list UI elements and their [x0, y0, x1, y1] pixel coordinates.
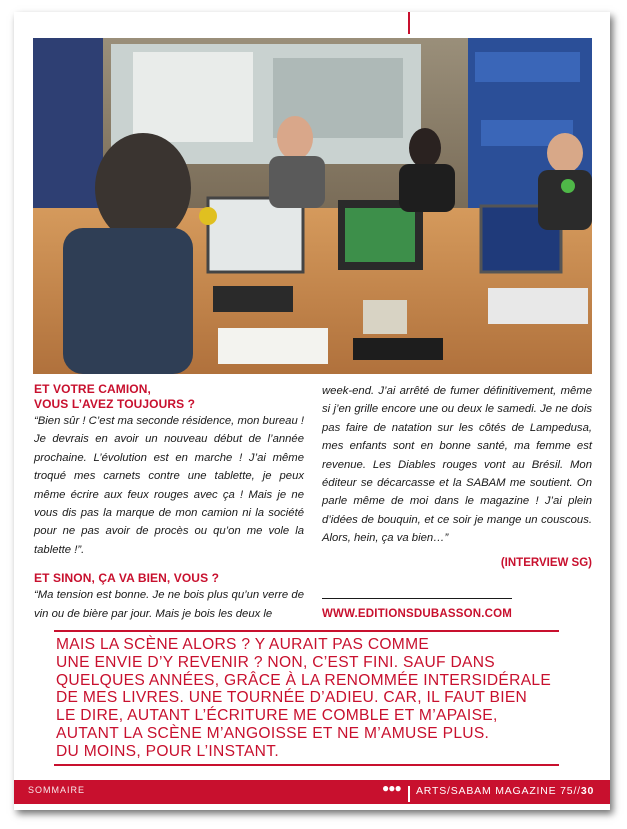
pull-quote-line: QUELQUES ANNÉES, GRÂCE À LA RENOMMÉE INTERSIDÉRALE	[56, 671, 552, 689]
question-heading-1b: VOUS L’AVEZ TOUJOURS ?	[34, 397, 196, 411]
left-column	[34, 382, 304, 623]
answer-2: “Ma tension est bonne. Je ne bois plus qu’un verre de vin ou de bière par jour. Mais je bois les deux le	[34, 589, 304, 620]
magazine-page	[14, 12, 610, 810]
pull-quote-line: DE MES LIVRES. UNE TOURNÉE D’ADIEU. CAR, IL FAUT BIEN	[56, 689, 528, 707]
radio-studio-photo	[33, 38, 592, 374]
pull-quote-line: DU MOINS, POUR L’INSTANT.	[56, 742, 279, 760]
dots-icon: ●●●	[382, 781, 401, 795]
pull-quote-line: MAIS LA SCÈNE ALORS ? Y AURAIT PAS COMME	[56, 636, 430, 653]
top-tick-mark	[408, 12, 410, 34]
pull-quote	[56, 636, 586, 761]
website-rule	[322, 598, 512, 599]
magazine-name: ARTS/SABAM MAGAZINE 75//	[416, 785, 581, 797]
question-heading-2: ET SINON, ÇA VA BIEN, VOUS ?	[34, 571, 220, 586]
answer-1: “Bien sûr ! C’est ma seconde résidence, mon bureau ! Je devrais en avoir un nouveau début de l’année prochaine. L’évolution est en marche ! J’ai même troqué mes carnets contre une tablette, je peux même écrire aux feux rouges avec ça ! Mais je ne vous dis pas la marque de mon camion ni la société pour ne pas avoir de procès ou qu’on me vole la tablette !”.	[34, 415, 305, 556]
quote-rule-top	[54, 630, 559, 632]
page-number: 30	[580, 785, 595, 797]
magazine-title	[416, 785, 594, 797]
right-column	[322, 382, 592, 623]
page-footer	[14, 780, 610, 804]
website-link[interactable]: WWW.EDITIONSDUBASSON.COM	[322, 608, 513, 621]
quote-rule-bottom	[54, 764, 559, 766]
interview-credit: (INTERVIEW SG)	[500, 556, 592, 569]
answer-2-continued: week-end. J’ai arrêté de fumer définitivement, même si j’en grille encore une ou deux le samedi. Je ne dois pas faire de natation sur les côtés de Lampedusa, mes enfants sont en bonne santé, ma femme est revenue. Les Diables rouges vont au Brésil. Mon éditeur se décarcasse et la SABAM me soutient. On parle même de moi dans le magazine ! J’ai plein d’idées de bouquin, et ce soir je mange un couscous. Alors, hein, ça va bien…”	[322, 385, 592, 545]
pull-quote-line: LE DIRE, AUTANT L’ÉCRITURE ME COMBLE ET M’APAISE,	[56, 707, 498, 725]
sommaire-link[interactable]: SOMMAIRE	[28, 785, 86, 795]
pull-quote-line: AUTANT LA SCÈNE M’ANGOISSE ET NE M’AMUSE PLUS.	[56, 724, 490, 742]
pull-quote-line: UNE ENVIE D’Y REVENIR ? NON, C’EST FINI. SAUF DANS	[56, 653, 495, 671]
question-heading-1a: ET VOTRE CAMION,	[34, 382, 151, 396]
footer-divider	[408, 786, 410, 802]
photo-illustration	[33, 38, 592, 374]
